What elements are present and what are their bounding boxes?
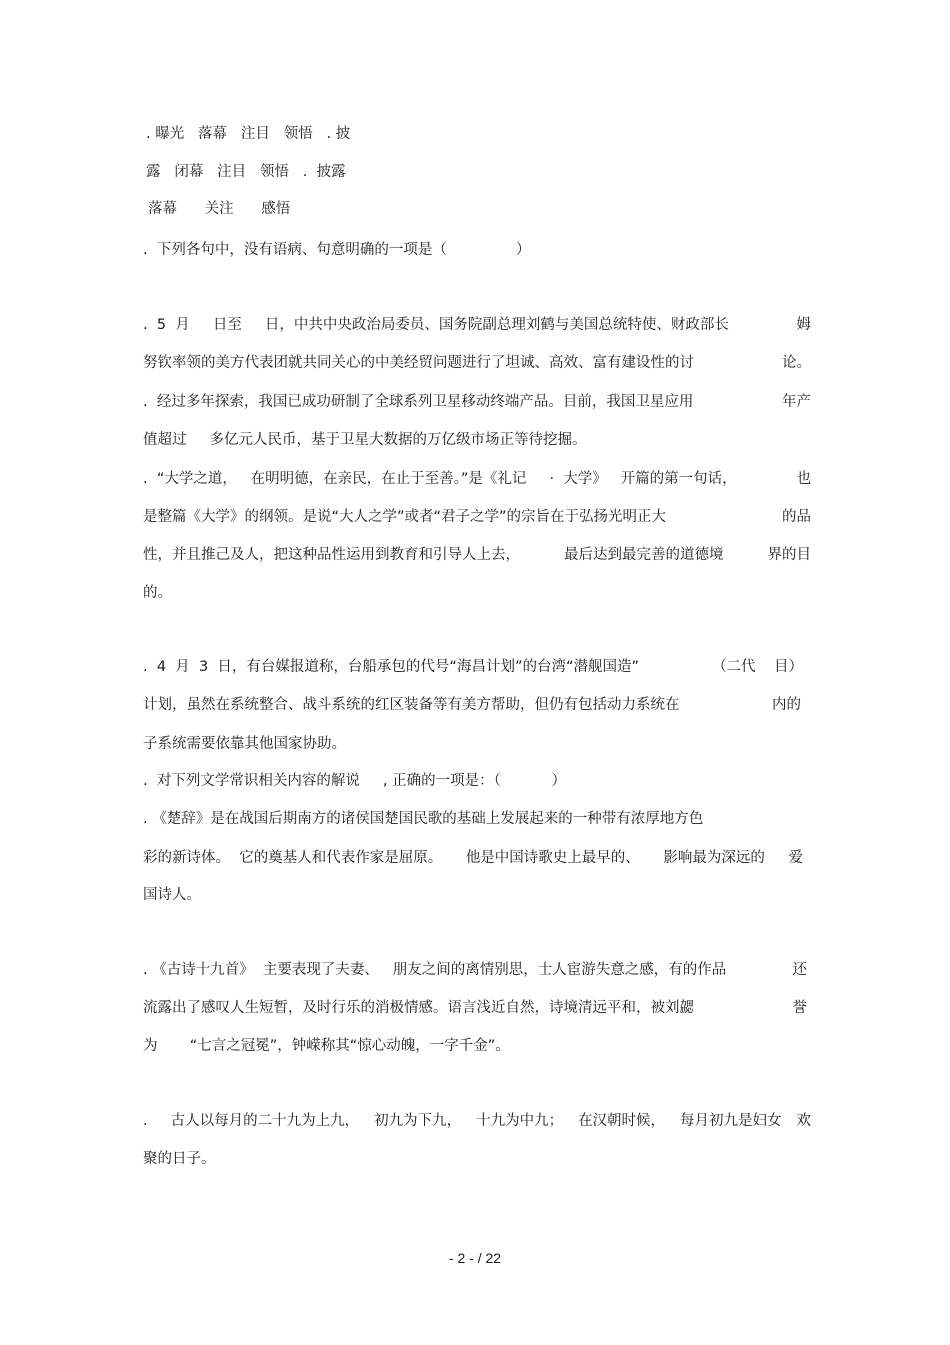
text-segment: 计划，虽然在系统整合、战斗系统的红区装备等有美方帮助，但仍有包括动力系统在 [143, 697, 680, 713]
question-stem-literature: . 对下列文学常识相关内容的解说 , 正确的一项是：（ ） [143, 773, 567, 789]
paragraph-line: 值超过 多亿元人民币，基于卫星大数据的万亿级市场正等待挖掘。 [143, 432, 587, 448]
paragraph-line [143, 392, 811, 412]
text-segment: 内的 [772, 697, 801, 713]
text-segment: 流露出了感叹人生短暂，及时行乐的消极情感。语言浅近自然，诗境清远平和，被刘勰 [143, 1000, 694, 1016]
text-segment: 初九为下九， [374, 1113, 462, 1129]
paragraph-line: 的。 [143, 585, 172, 601]
text-segment: . 经过多年探索，我国已成功研制了全球系列卫星移动终端产品。目前，我国卫星应用 [143, 394, 694, 410]
text-segment: 年产 [782, 394, 811, 410]
text-segment: 界的目 [767, 547, 811, 563]
paragraph-line: 聚的日子。 [143, 1151, 216, 1167]
text-segment: 还 [792, 962, 807, 978]
paragraph-line [143, 315, 811, 335]
text-segment: 誉 [792, 1000, 807, 1016]
option-line-2: 露 闭幕 注目 领悟 . 披露 [146, 164, 346, 180]
text-segment: . 《古诗十九首》 主要表现了夫妻、 朋友之间的离情别思，士人宦游失意之感，有的作品 [143, 962, 727, 978]
text-segment: . 古人以每月的二十九为上九， [143, 1113, 360, 1129]
paragraph-line [143, 960, 807, 980]
text-segment: 欢 [796, 1113, 811, 1129]
text-segment: 他是中国诗歌史上最早的、 [465, 850, 640, 866]
option-line-1: . 曝光 落幕 注目 领悟 . 披 [146, 126, 351, 142]
question-stem-sentences: . 下列各句中，没有语病、句意明确的一项是（ ） [143, 242, 531, 258]
text-segment: 姆 [796, 317, 811, 333]
paragraph-line [143, 657, 803, 677]
paragraph-line [143, 545, 811, 565]
option-line-3: 落幕 关注 感悟 [148, 201, 291, 217]
paragraph-line [143, 1111, 811, 1131]
paragraph-line [143, 848, 803, 868]
paragraph-line: 子系统需要依靠其他国家协助。 [143, 736, 346, 752]
text-segment: 十九为中九； [476, 1113, 564, 1129]
text-segment: 影响最为深远的 [663, 850, 765, 866]
text-segment: 爱 [788, 850, 803, 866]
paragraph-line: 国诗人。 [143, 887, 201, 903]
text-segment: . 4 月 3 日，有台媒报道称，台船承包的代号“海昌计划”的台湾“潜舰国造” [143, 659, 639, 675]
text-segment: 每月初九是妇女 [680, 1113, 782, 1129]
paragraph-line [143, 353, 811, 373]
text-segment: . “大学之道， 在明明德，在亲民，在止于至善。”是《礼记 · 大学》 开篇的第一句话， [143, 471, 737, 487]
paragraph-line [143, 695, 801, 715]
text-segment: 性，并且推己及人，把这种品性运用到教育和引导人上去， [143, 547, 520, 563]
paragraph-line [143, 507, 811, 527]
text-segment: 论。 [782, 355, 811, 371]
paragraph-line: . 《楚辞》是在战国后期南方的诸侯国楚国民歌的基础上发展起来的一种带有浓厚地方色 [143, 811, 704, 827]
text-segment: 是整篇《大学》的纲领。是说“大人之学”或者“君子之学”的宗旨在于弘扬光明正大 [143, 509, 667, 525]
text-segment: 的品 [782, 509, 811, 525]
text-segment: . 5 月 日至 日，中共中央政治局委员、国务院副总理刘鹤与美国总统特使、财政部长 [143, 317, 729, 333]
paragraph-line: 为 “七言之冠冕”，钟嵘称其“惊心动魄，一字千金”。 [143, 1038, 510, 1054]
text-segment: 最后达到最完善的道德境 [564, 547, 724, 563]
text-segment: 也 [796, 471, 811, 487]
paragraph-line [143, 469, 811, 489]
paragraph-line [143, 998, 807, 1018]
text-segment: 在汉朝时候， [578, 1113, 666, 1129]
text-segment: 彩的新诗体。 它的奠基人和代表作家是屈原。 [143, 850, 443, 866]
text-segment: 努钦率领的美方代表团就共同关心的中美经贸问题进行了坦诚、高效、富有建设性的讨 [143, 355, 694, 371]
text-segment: （二代 目） [712, 659, 803, 675]
page-number: - 2 - / 22 [448, 1250, 502, 1266]
